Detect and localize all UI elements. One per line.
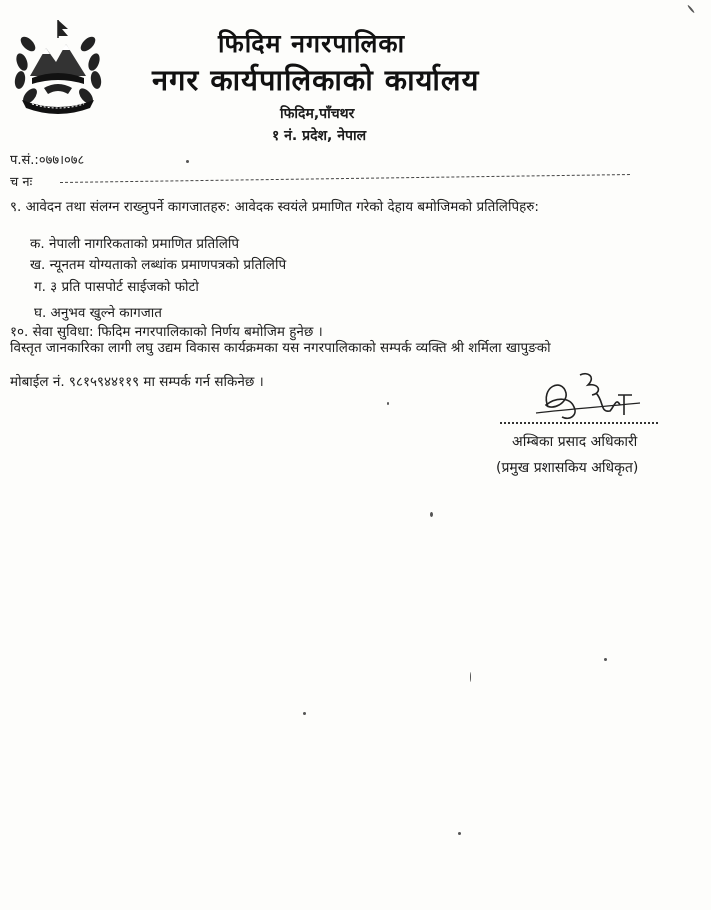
dispatch-dash-line (60, 174, 630, 183)
scan-speck (470, 672, 471, 682)
item-10-benefits: १०. सेवा सुविधा: फिदिम नगरपालिकाको निर्णय बमोजिम हुनेछ । (10, 324, 323, 340)
signature-dotted-line (500, 422, 658, 424)
handwritten-signature (500, 367, 660, 427)
address-district: फिदिम,पाँचथर (280, 106, 355, 122)
address-province: १ नं. प्रदेश, नेपाल (272, 128, 367, 144)
item-9-documents-required: ९. आवेदन तथा संलग्न राख्नुपर्ने कागजातहरु: आवेदक स्वयंले प्रमाणित गरेको देहाय बमोजिमको प्रतिलिपिहरु: (10, 199, 539, 215)
list-item: घ. अनुभव खुल्ने कागजात (34, 305, 162, 321)
office-title: फिदिम नगरपालिका (218, 29, 406, 58)
signatory-name: अम्बिका प्रसाद अधिकारी (512, 434, 638, 450)
reference-number: प.सं.:०७७।०७८ (10, 153, 85, 168)
scan-speck (687, 5, 695, 14)
scan-speck (604, 658, 607, 661)
scan-speck (303, 712, 306, 715)
list-item: ग. ३ प्रति पासपोर्ट साईजको फोटो (34, 279, 199, 295)
scan-speck (458, 832, 461, 835)
contact-details-line1: विस्तृत जानकारिका लागी लघु उद्यम विकास कार्यक्रमका यस नगरपालिकाको सम्पर्क व्यक्ति श्री शर्मिला खापुङको (10, 340, 551, 356)
list-item: ख. न्यूनतम योग्यताको लब्धांक प्रमाणपत्रको प्रतिलिपि (30, 257, 287, 273)
signatory-designation: (प्रमुख प्रशासकिय अधिकृत) (496, 460, 639, 476)
contact-details-line2: मोबाईल नं. ९८१५९४४११९ मा सम्पर्क गर्न सकिनेछ । (10, 374, 264, 390)
scan-speck (430, 512, 433, 517)
dispatch-number: च नः (10, 175, 33, 190)
nepal-emblem-icon (8, 14, 108, 114)
list-item: क. नेपाली नागरिकताको प्रमाणित प्रतिलिपि (30, 236, 240, 252)
scan-speck (186, 160, 189, 163)
scan-speck (387, 402, 389, 405)
office-subtitle: नगर कार्यपालिकाको कार्यालय (152, 63, 480, 97)
